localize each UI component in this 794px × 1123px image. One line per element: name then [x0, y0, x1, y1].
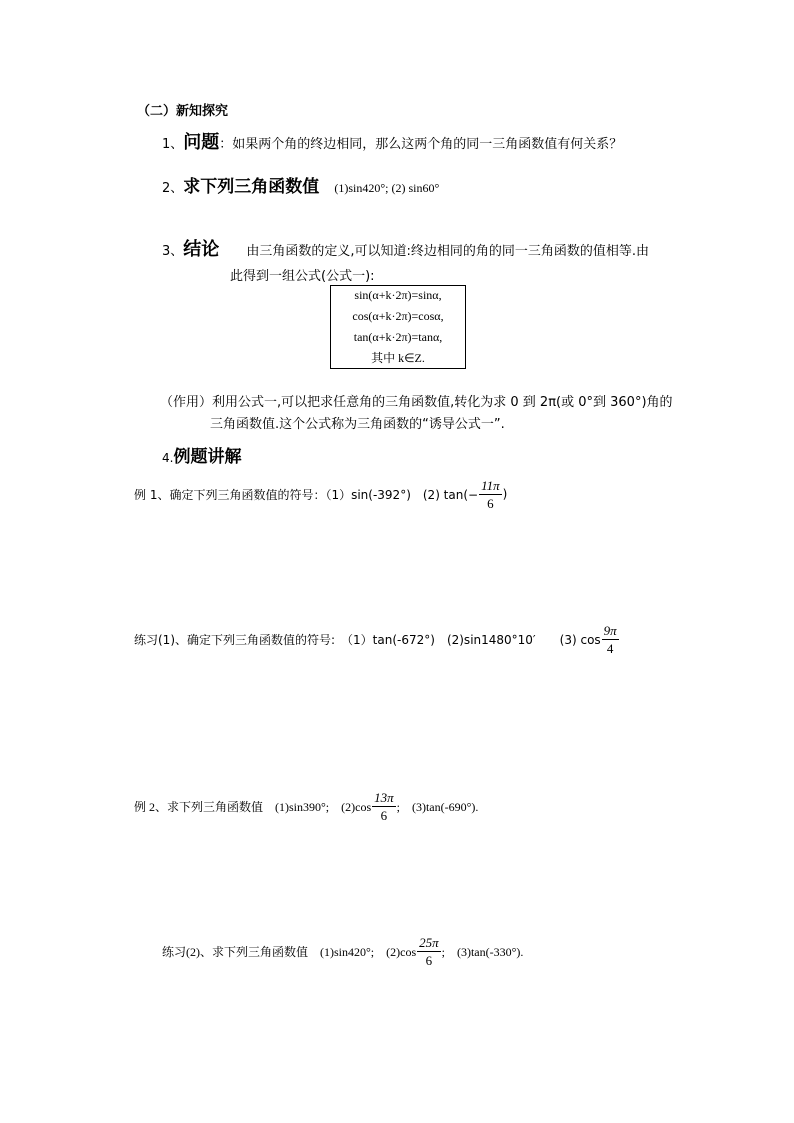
usage-line1: （作用）利用公式一,可以把求任意角的三角函数值,转化为求 0 到 2π(或 0°到 360°)角的 — [160, 395, 673, 410]
formula-box — [330, 285, 466, 369]
pr2-tail: ; (3)tan(-330°). — [441, 944, 524, 959]
pr2-frac-num: 25π — [419, 934, 439, 950]
q2-number: 2、 — [162, 181, 184, 196]
example-2 — [134, 786, 478, 826]
section-title: （二）新知探究 — [137, 104, 229, 119]
example-1 — [134, 474, 507, 514]
q1-heading: 问题 — [183, 132, 220, 153]
q1-number: 1、 — [162, 137, 184, 152]
ex2-frac-num: 13π — [374, 789, 394, 805]
practice-1 — [134, 619, 620, 659]
question-2 — [162, 172, 439, 197]
q3-line1: 由三角函数的定义,可以知道:终边相同的角的同一三角函数的值相等.由 — [246, 244, 650, 259]
formula-tan: tan(α+k·2π)=tanα, — [353, 330, 443, 344]
pr1-fraction — [602, 624, 619, 655]
pr2-fraction — [417, 936, 441, 967]
usage-line2: 三角函数值.这个公式称为三角函数的“诱导公式一”. — [210, 417, 505, 432]
q3-heading: 结论 — [183, 239, 220, 260]
pr2-frac-den: 6 — [425, 952, 433, 968]
question-4 — [162, 442, 241, 467]
q3-line2: 此得到一组公式(公式一): — [230, 269, 375, 284]
ex1-frac-num: 11π — [481, 477, 500, 493]
question-3 — [162, 235, 649, 261]
pr1-frac-num: 9π — [603, 622, 617, 638]
formula-condition: 其中 k∈Z. — [371, 351, 425, 365]
formula-sin: sin(α+k·2π)=sinα, — [354, 288, 442, 302]
ex1-fraction — [479, 479, 502, 510]
ex1-tail: ) — [502, 487, 508, 501]
pr2-text: 练习(2)、求下列三角函数值 (1)sin420°; (2)cos — [162, 944, 417, 959]
practice-2 — [162, 931, 523, 971]
q3-number: 3、 — [162, 244, 184, 259]
ex1-frac-den: 6 — [487, 495, 494, 511]
ex2-frac-den: 6 — [380, 807, 388, 823]
pr1-frac-den: 4 — [606, 640, 614, 656]
ex2-fraction — [372, 791, 396, 822]
q2-text: (1)sin420°; (2) sin60° — [334, 181, 440, 195]
q1-text: ：如果两个角的终边相同，那么这两个角的同一三角函数值有何关系？ — [219, 137, 623, 152]
pr1-text: 练习(1)、确定下列三角函数值的符号: （1）tan(-672°) (2)sin1480°10′ (3) cos — [134, 632, 601, 647]
formula-cos: cos(α+k·2π)=cosα, — [352, 309, 444, 323]
ex2-text: 例 2、求下列三角函数值 (1)sin390°; (2)cos — [134, 799, 372, 814]
q2-heading: 求下列三角函数值 — [183, 177, 320, 197]
q4-number: 4. — [162, 451, 174, 465]
ex2-tail: ; (3)tan(-690°). — [396, 799, 479, 814]
question-1 — [162, 128, 622, 154]
ex1-text: 例 1、确定下列三角函数值的符号：（1）sin(-392°) (2) tan(− — [134, 487, 479, 502]
q4-heading: 例题讲解 — [173, 447, 242, 467]
